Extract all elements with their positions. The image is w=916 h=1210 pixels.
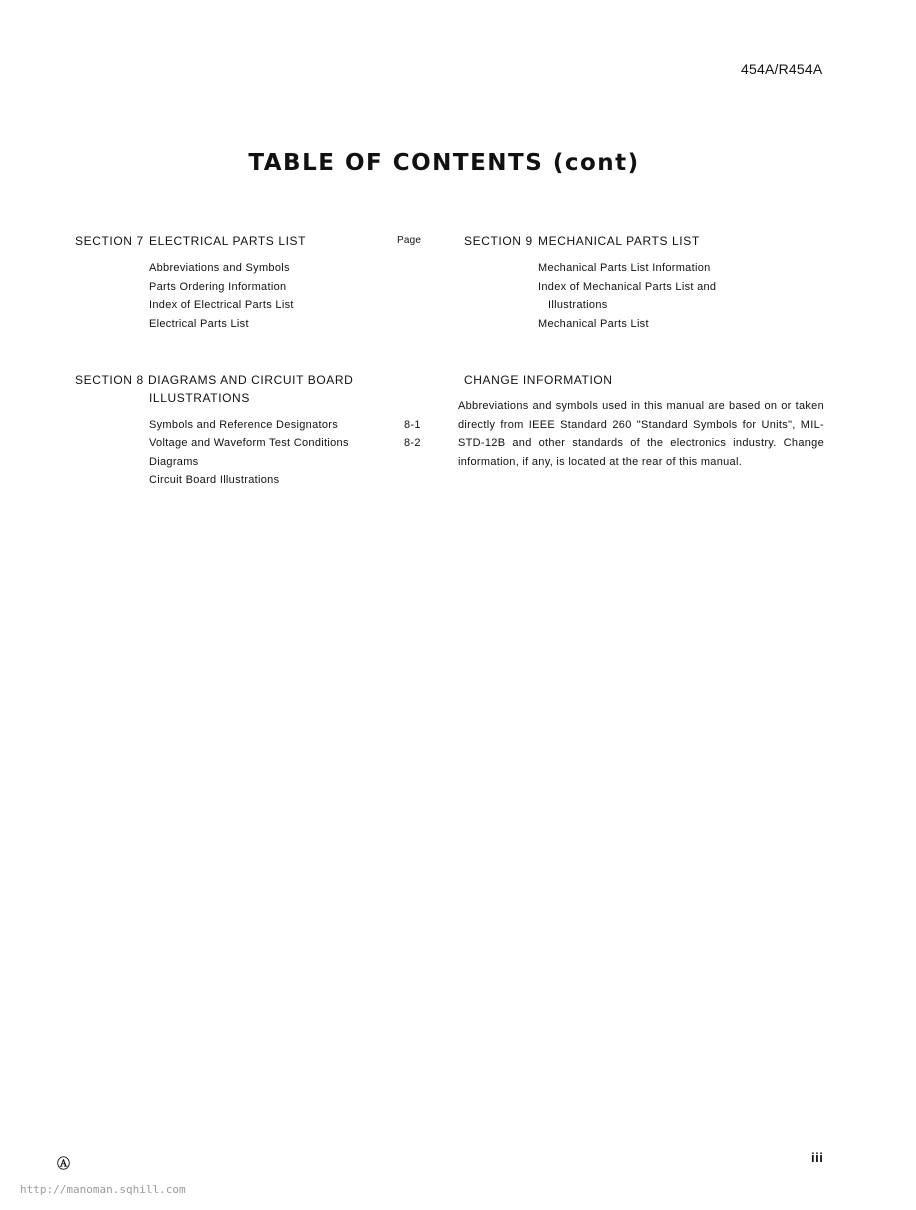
section-8-title-line-1: DIAGRAMS AND CIRCUIT BOARD — [148, 373, 354, 387]
section-8-number: SECTION 8 — [75, 373, 144, 387]
section-9-number: SECTION 9 — [464, 234, 533, 248]
section-9-entry: Index of Mechanical Parts List and — [538, 281, 717, 293]
section-7-entry: Electrical Parts List — [149, 318, 249, 330]
section-9-entry: Mechanical Parts List — [538, 318, 649, 330]
section-7-entry: Index of Electrical Parts List — [149, 299, 294, 311]
source-url-watermark[interactable]: http://manoman.sqhill.com — [20, 1183, 186, 1196]
section-7-entry: Abbreviations and Symbols — [149, 262, 290, 274]
section-7-number: SECTION 7 — [75, 234, 144, 248]
section-7-entry: Parts Ordering Information — [149, 281, 287, 293]
revision-mark-icon: Ⓐ — [57, 1156, 71, 1171]
page-title: TABLE OF CONTENTS (cont) — [248, 150, 640, 176]
section-7-title: ELECTRICAL PARTS LIST — [149, 234, 307, 248]
page-number: iii — [811, 1150, 824, 1165]
section-9-entry: Illustrations — [548, 299, 608, 311]
section-9-title: MECHANICAL PARTS LIST — [538, 234, 700, 248]
section-8-entry-page: 8-2 — [404, 437, 421, 449]
section-8-entry: Circuit Board Illustrations — [149, 474, 280, 486]
document-id: 454A/R454A — [741, 61, 823, 77]
section-8-entry-page: 8-1 — [404, 419, 421, 431]
change-information-text: Abbreviations and symbols used in this manual are based on or taken directly from IEEE Standard 260 "Standard Symbols for Units", MIL-STD-12B and other standards of the electronics industry. Change information, if any, is located at the rear of this manual. — [458, 400, 824, 468]
page-column-label: Page — [397, 235, 422, 246]
section-9-entry: Mechanical Parts List Information — [538, 262, 711, 274]
section-8-entry: Symbols and Reference Designators — [149, 419, 339, 431]
section-8-title-line-2: ILLUSTRATIONS — [149, 391, 250, 405]
section-8-entry: Diagrams — [149, 456, 199, 468]
section-8-entry: Voltage and Waveform Test Conditions — [149, 437, 349, 449]
change-information-heading: CHANGE INFORMATION — [464, 373, 613, 387]
